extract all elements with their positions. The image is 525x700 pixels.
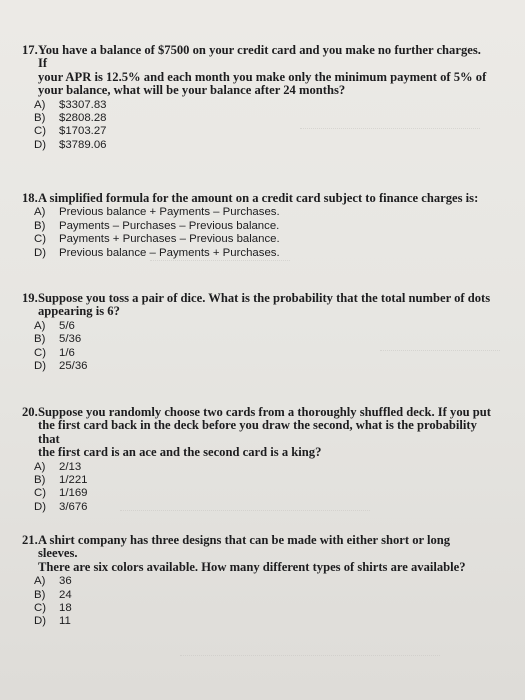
option-letter: C) <box>34 233 47 246</box>
paper-show-through <box>180 655 440 666</box>
question-header <box>22 534 492 574</box>
answer-options <box>34 461 492 515</box>
option-letter: B) <box>34 333 46 346</box>
question-19 <box>22 292 492 373</box>
option-d <box>34 360 492 373</box>
option-a <box>34 575 492 588</box>
question-17 <box>22 44 492 152</box>
option-letter: C) <box>34 346 47 359</box>
option-letter: A) <box>34 206 46 219</box>
option-text: 2/13 <box>59 460 82 473</box>
option-text: 5/6 <box>59 319 75 332</box>
option-b <box>34 220 492 233</box>
question-text: Suppose you randomly choose two cards from a thoroughly shuffled deck. If you put the first card back in the deck before you draw the second, what is the probability that the first card is an ace and the second card is a king? <box>38 405 491 460</box>
question-header <box>22 44 492 98</box>
option-text: 1/6 <box>59 346 75 359</box>
option-c <box>34 233 492 246</box>
question-number: 18. <box>22 191 38 205</box>
option-c <box>34 347 492 360</box>
option-letter: D) <box>34 615 47 628</box>
question-header <box>22 406 492 460</box>
option-letter: D) <box>34 138 47 151</box>
option-text: Payments + Purchases – Previous balance. <box>59 233 280 246</box>
option-b <box>34 333 492 346</box>
option-text: 11 <box>59 615 71 628</box>
option-letter: A) <box>34 575 46 588</box>
option-letter: A) <box>34 98 46 111</box>
option-d <box>34 247 492 260</box>
option-b <box>34 112 492 125</box>
option-text: 24 <box>59 588 72 601</box>
answer-options <box>34 575 492 629</box>
option-letter: A) <box>34 319 46 332</box>
option-letter: C) <box>34 487 47 500</box>
option-text: 25/36 <box>59 360 88 373</box>
option-text: 18 <box>59 602 72 615</box>
option-a <box>34 99 492 112</box>
option-letter: D) <box>34 500 47 513</box>
option-letter: B) <box>34 112 46 125</box>
option-text: $1703.27 <box>59 125 107 138</box>
option-c <box>34 602 492 615</box>
option-letter: B) <box>34 588 46 601</box>
option-letter: C) <box>34 125 47 138</box>
option-text: 3/676 <box>59 500 88 513</box>
option-text: Previous balance + Payments – Purchases. <box>59 206 280 219</box>
question-number: 17. <box>22 43 38 57</box>
option-c <box>34 487 492 500</box>
option-text: 1/169 <box>59 487 88 500</box>
option-d <box>34 501 492 514</box>
option-b <box>34 589 492 602</box>
question-text: Suppose you toss a pair of dice. What is the probability that the total number of dots appearing is 6? <box>38 291 491 319</box>
option-text: 1/221 <box>59 474 88 487</box>
option-letter: A) <box>34 460 46 473</box>
question-header <box>22 192 492 205</box>
option-a <box>34 320 492 333</box>
question-number: 21. <box>22 533 38 547</box>
option-letter: B) <box>34 474 46 487</box>
question-header <box>22 292 492 319</box>
option-text: 5/36 <box>59 333 82 346</box>
option-letter: D) <box>34 246 47 259</box>
option-text: $3789.06 <box>59 138 107 151</box>
question-20 <box>22 406 492 514</box>
option-letter: D) <box>34 360 47 373</box>
paper-show-through <box>150 260 290 271</box>
option-letter: B) <box>34 219 46 232</box>
option-d <box>34 615 492 628</box>
question-21 <box>22 534 492 629</box>
option-text: Payments – Purchases – Previous balance. <box>59 219 280 232</box>
option-text: Previous balance – Payments + Purchases. <box>59 246 280 259</box>
option-text: $2808.28 <box>59 112 107 125</box>
question-18 <box>22 192 492 260</box>
question-text: A simplified formula for the amount on a credit card subject to finance charges is: <box>38 191 479 205</box>
answer-options <box>34 320 492 374</box>
question-number: 19. <box>22 291 38 305</box>
option-d <box>34 139 492 152</box>
option-a <box>34 461 492 474</box>
answer-options <box>34 206 492 260</box>
question-number: 20. <box>22 405 38 419</box>
answer-options <box>34 99 492 153</box>
question-text: A shirt company has three designs that can be made with either short or long sleeves. There are six colors available. How many different types of shirts are available? <box>38 533 466 574</box>
question-text: You have a balance of $7500 on your credit card and you make no further charges. If your APR is 12.5% and each month you make only the minimum payment of 5% of your balance, what will be your balance after 24 months? <box>38 43 487 98</box>
option-a <box>34 206 492 219</box>
option-c <box>34 125 492 138</box>
option-text: $3307.83 <box>59 98 107 111</box>
option-b <box>34 474 492 487</box>
option-text: 36 <box>59 575 72 588</box>
option-letter: C) <box>34 602 47 615</box>
